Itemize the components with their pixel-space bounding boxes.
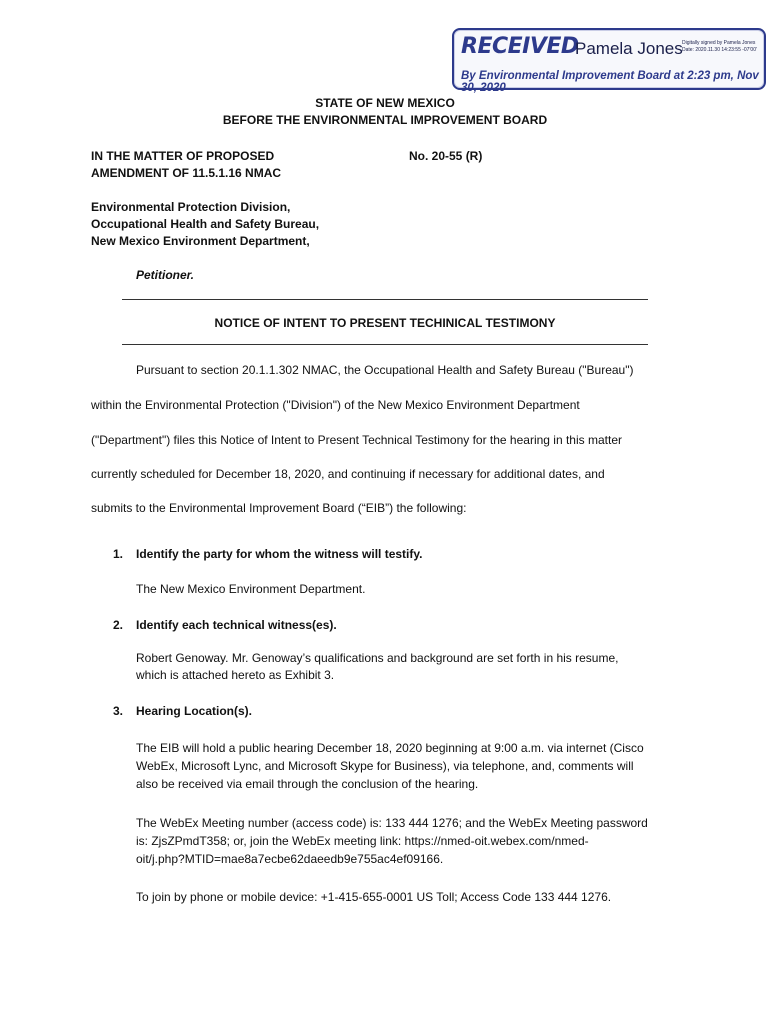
item-number: 2. (113, 618, 124, 632)
case-number: No. 20-55 (R) (409, 149, 483, 163)
item-heading: Identify each technical witness(es). (136, 618, 337, 632)
item-body-line: also be received via email through the conclusion of the hearing. (136, 777, 479, 791)
intro-line: currently scheduled for December 18, 2020, and continuing if necessary for additional dates, and (91, 467, 605, 481)
received-stamp (452, 28, 766, 94)
webex-line: oit/j.php?MTID=mae8a7ecbe62daeedb9e755ac4ef09166. (136, 852, 444, 866)
item-body-line: The EIB will hold a public hearing December 18, 2020 beginning at 9:00 a.m. via internet (Cisco (136, 741, 644, 755)
header-state: STATE OF NEW MEXICO (315, 96, 455, 110)
item-heading: Hearing Location(s). (136, 704, 253, 718)
petitioner-label: Petitioner. (136, 268, 195, 282)
stamp-received-label: RECEIVED (461, 34, 579, 59)
item-heading: Identify the party for whom the witness will testify. (136, 547, 423, 561)
divider-top (122, 299, 648, 300)
document-title: NOTICE OF INTENT TO PRESENT TECHINICAL TESTIMONY (214, 316, 556, 330)
webex-line: The WebEx Meeting number (access code) is: 133 444 1276; and the WebEx Meeting password (136, 816, 648, 830)
item-body-line: which is attached hereto as Exhibit 3. (136, 668, 335, 682)
intro-line: submits to the Environmental Improvement Board (“EIB”) the following: (91, 501, 467, 515)
party-line-3: New Mexico Environment Department, (91, 234, 310, 248)
matter-line-1: IN THE MATTER OF PROPOSED (91, 149, 275, 163)
stamp-digital-line: Digitally signed by Pamela Jones (682, 40, 756, 46)
item-body-line: The New Mexico Environment Department. (136, 582, 366, 596)
stamp-digital-date: Date: 2020.11.30 14:23:55 -07'00' (682, 47, 757, 53)
item-number: 1. (113, 547, 124, 561)
item-number: 3. (113, 704, 124, 718)
divider-bottom (122, 344, 648, 345)
item-body-line: WebEx, Microsoft Lync, and Microsoft Skype for Business), via telephone, and, comments will (136, 759, 634, 773)
intro-line: within the Environmental Protection ("Division") of the New Mexico Environment Department (91, 398, 580, 412)
matter-line-2: AMENDMENT OF 11.5.1.16 NMAC (91, 166, 282, 180)
item-body-line: Robert Genoway. Mr. Genoway’s qualifications and background are set forth in his resume, (136, 651, 619, 665)
webex-line: is: ZjsZPmdT358; or, join the WebEx meeting link: https://nmed-oit.webex.com/nmed- (136, 834, 589, 848)
intro-line: ("Department") files this Notice of Intent to Present Technical Testimony for the hearing in this matter (91, 433, 622, 447)
stamp-by-line: By Environmental Improvement Board at 2:23 pm, Nov 30, 2020 (461, 70, 759, 94)
party-line-1: Environmental Protection Division, (91, 200, 291, 214)
stamp-signer-name: Pamela Jones (575, 39, 683, 58)
phone-line: To join by phone or mobile device: +1-415-655-0001 US Toll; Access Code 133 444 1276. (136, 890, 612, 904)
header-board: BEFORE THE ENVIRONMENTAL IMPROVEMENT BOARD (222, 113, 548, 127)
party-line-2: Occupational Health and Safety Bureau, (91, 217, 320, 231)
intro-line: Pursuant to section 20.1.1.302 NMAC, the Occupational Health and Safety Bureau ("Bureau") (136, 363, 634, 377)
stamp-digital-signature (682, 40, 766, 54)
